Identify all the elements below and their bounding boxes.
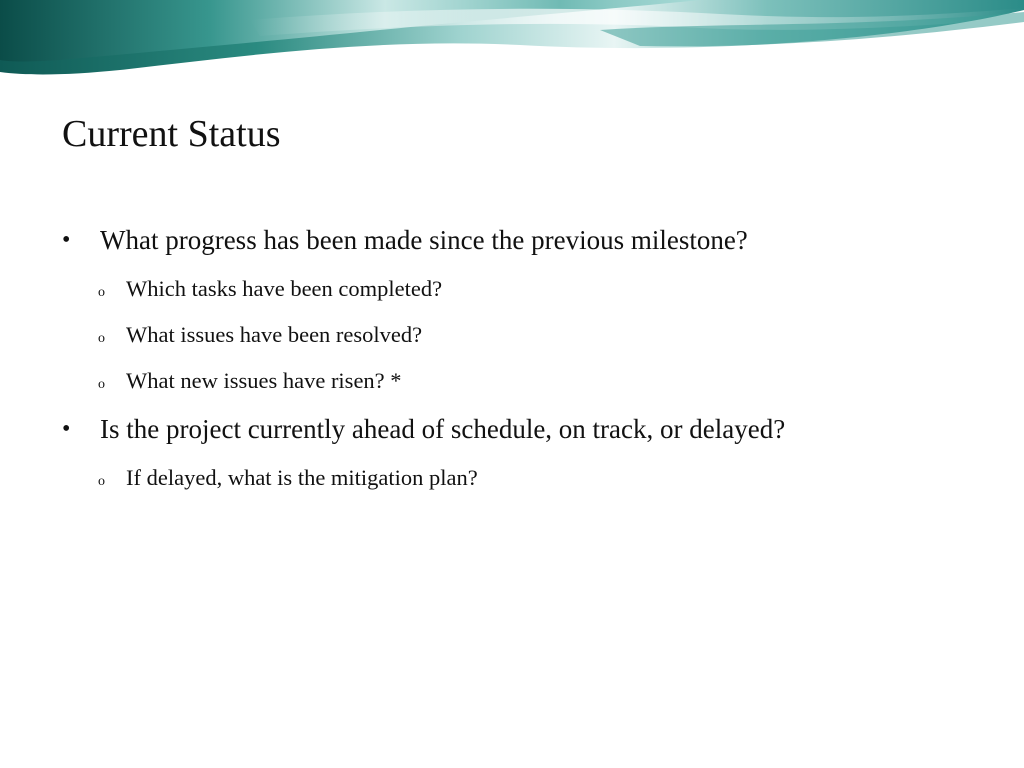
sub-bullet-marker: o (98, 474, 105, 489)
sub-bullet-marker: o (98, 377, 105, 392)
sub-bullet-text: Which tasks have been completed? (126, 276, 443, 301)
sub-bullet-text: If delayed, what is the mitigation plan? (126, 465, 478, 490)
bullet-text: What progress has been made since the previous milestone? (100, 225, 748, 255)
sub-bullet-item (98, 465, 478, 491)
sub-bullet-marker: o (98, 331, 105, 346)
sub-bullet-item (98, 368, 402, 394)
sub-bullet-text: What issues have been resolved? (126, 322, 423, 347)
bullet-marker: • (62, 227, 71, 253)
sub-bullet-marker: o (98, 285, 105, 300)
bullet-item (62, 225, 748, 256)
bullet-text: Is the project currently ahead of schedule, on track, or delayed? (100, 414, 786, 444)
bullet-marker: • (62, 416, 71, 442)
sub-bullet-item (98, 276, 442, 302)
slide-title: Current Status (62, 113, 281, 155)
bullet-item (62, 414, 785, 445)
sub-bullet-text: What new issues have risen? * (126, 368, 402, 393)
sub-bullet-item (98, 322, 422, 348)
